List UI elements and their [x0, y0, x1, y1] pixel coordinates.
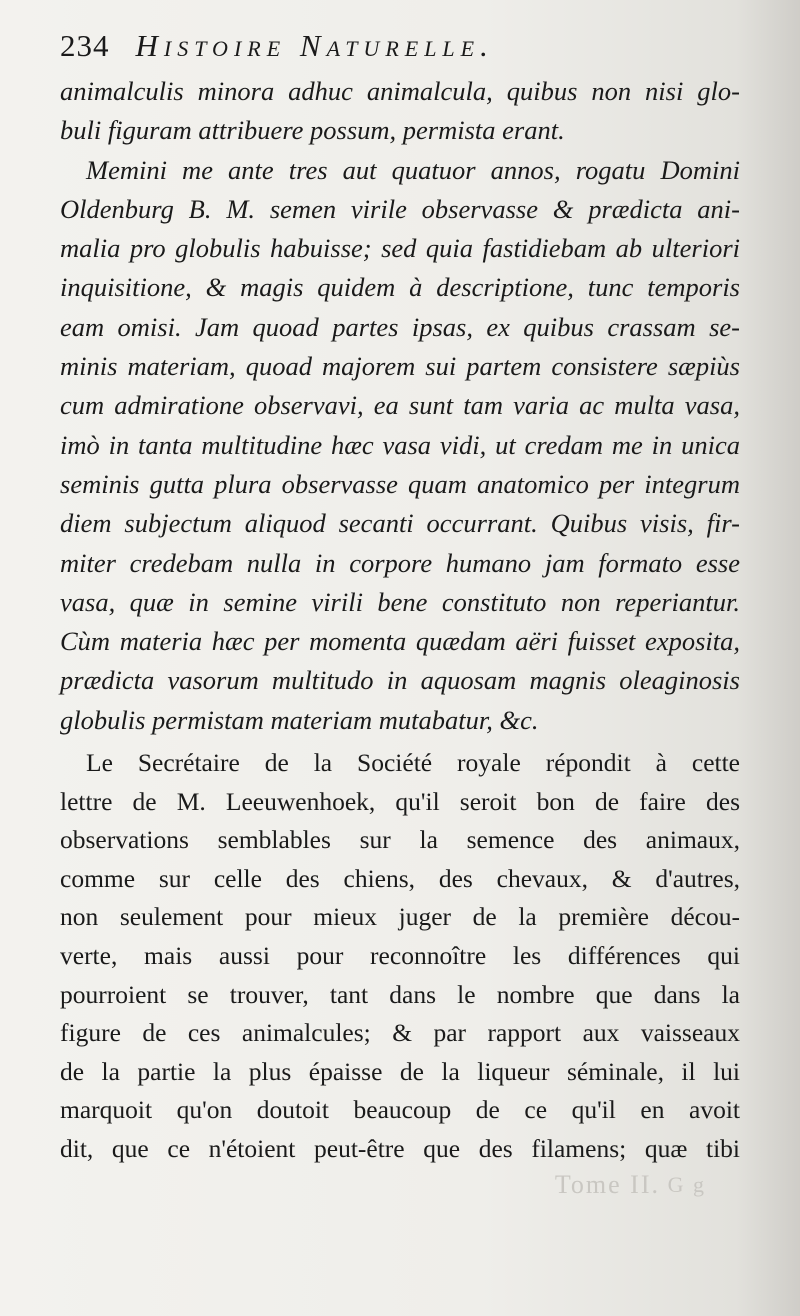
text-line: prædicta vasorum multitudo in aquosam magnis oleaginosis — [60, 665, 740, 696]
text-line: vasa, quæ in semine virili bene constituto non reperiantur. — [60, 586, 740, 617]
signature-mark: G g — [667, 1172, 706, 1197]
text-line: seminis gutta plura observasse quam anatomico per integrum — [60, 468, 740, 499]
page-number: 234 — [60, 28, 110, 63]
text-line: dit, que ce n'étoient peut-être que des filamens; quæ tibi — [60, 1133, 740, 1163]
text-line: miter credebam nulla in corpore humano jam formato esse — [60, 547, 740, 578]
page-footer — [554, 1170, 706, 1200]
text-line: Memini me ante tres aut quatuor annos, rogatu Domini — [86, 154, 740, 185]
text-line: eam omisi. Jam quoad partes ipsas, ex quibus crassam se- — [60, 311, 740, 342]
text-line: animalculis minora adhuc animalcula, quibus non nisi glo- — [60, 76, 740, 106]
text-line: lettre de M. Leeuwenhoek, qu'il seroit bon de faire des — [60, 786, 740, 816]
text-line: buli figuram attribuere possum, permista erant. — [60, 115, 565, 146]
text-line: minis materiam, quoad majorem sui partem consistere sæpiùs — [60, 351, 740, 382]
text-line: de la partie la plus épaisse de la liqueur séminale, il lui — [60, 1056, 740, 1086]
text-line: Cùm materia hæc per momenta quædam aëri fuisset exposita, — [60, 626, 740, 657]
text-line: comme sur celle des chiens, des chevaux, & d'autres, — [60, 863, 740, 893]
page-body — [60, 72, 740, 1169]
text-line: Oldenburg B. M. semen virile observasse & prædicta ani- — [60, 193, 740, 224]
text-line: observations semblables sur la semence des animaux, — [60, 825, 740, 855]
text-line: inquisitione, & magis quidem à descriptione, tunc temporis — [60, 272, 740, 303]
text-line: pourroient se trouver, tant dans le nombre que dans la — [60, 979, 740, 1009]
french-paragraph — [60, 744, 740, 1169]
text-line: cum admiratione observavi, ea sunt tam varia ac multa vasa, — [60, 390, 740, 421]
text-line: marquoit qu'on doutoit beaucoup de ce qu'il en avoit — [60, 1095, 740, 1125]
text-line: verte, mais aussi pour reconnoître les différences qui — [60, 941, 740, 971]
page-header — [60, 28, 740, 72]
text-line: figure de ces animalcules; & par rapport aux vaisseaux — [60, 1018, 740, 1048]
text-line: malia pro globulis habuisse; sed quia fastidiebam ab ulteriori — [60, 233, 740, 264]
text-line: Le Secrétaire de la Société royale répondit à cette — [86, 748, 740, 778]
text-line: imò in tanta multitudine hæc vasa vidi, ut credam me in unica — [60, 429, 740, 460]
running-head: Histoire Naturelle. — [135, 28, 494, 63]
latin-paragraph — [60, 72, 740, 740]
volume-mark: Tome II. — [554, 1170, 660, 1199]
text-line: globulis permistam materiam mutabatur, &c. — [60, 704, 539, 735]
text-line: diem subjectum aliquod secanti occurrant. Quibus visis, fir- — [60, 508, 740, 539]
text-line: non seulement pour mieux juger de la première décou- — [60, 902, 740, 932]
